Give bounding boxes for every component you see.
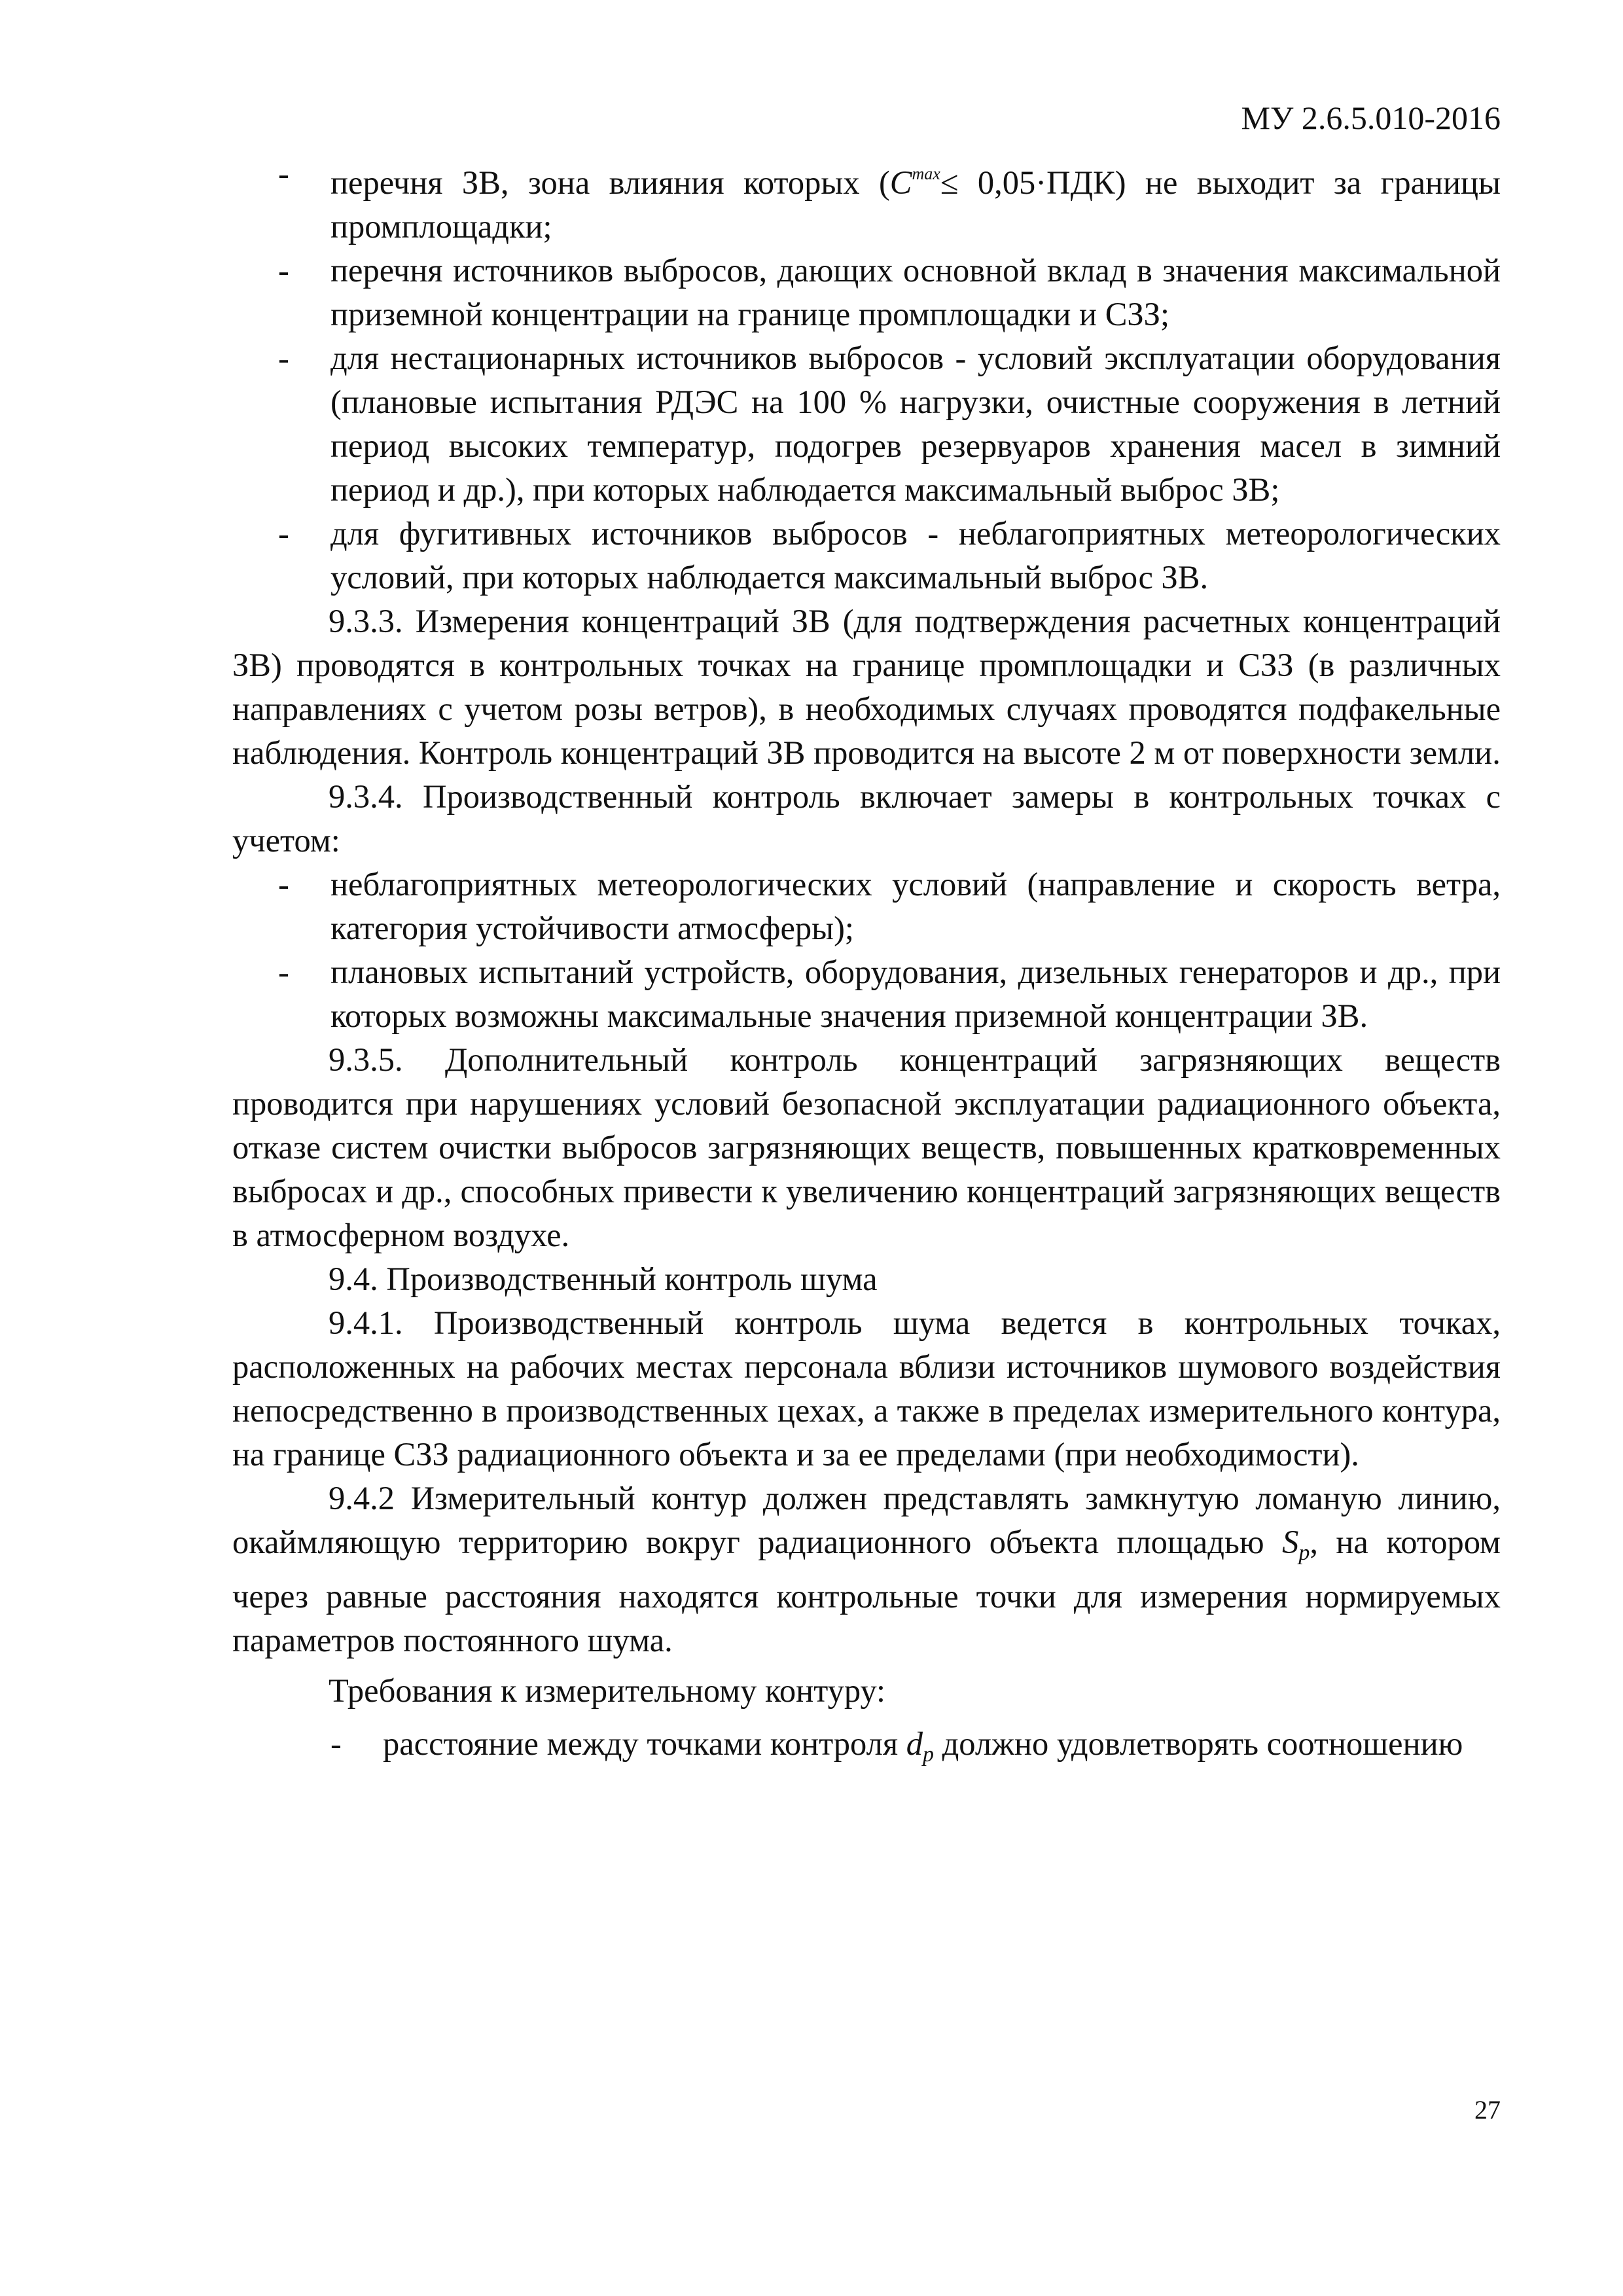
c-superscript: max (912, 164, 940, 183)
section-heading-9-4: 9.4. Производственный контроль шума (329, 1261, 878, 1297)
paragraph-9-4-1: 9.4.1. Производственный контроль шума ведется в контрольных точках, расположенных на рабочих местах персонала вблизи источников шумового воздействия непосредственно в производственных цехах, а также в пределах измерительного контура, на границе СЗЗ радиационного объекта и за ее пределами (при необходимости). (232, 1304, 1501, 1473)
list-dash: - (278, 155, 289, 192)
page-number: 27 (1474, 2095, 1501, 2125)
list-item (232, 863, 1501, 950)
paragraph-9-4-2: 9.4.2 Измерительный контур должен представлять замкнутую ломаную линию, окаймляющую территорию вокруг радиационного объекта площадью $S_p$, на котором через равные расстояния находятся контрольные точки для измерения нормируемых параметров постоянного шума. (232, 1480, 1501, 1659)
list-dash: - (278, 866, 289, 903)
list-item (232, 249, 1501, 336)
list-dash: - (330, 1725, 342, 1762)
paragraph-9-3-5: 9.3.5. Дополнительный контроль концентраций загрязняющих веществ проводится при нарушениях условий безопасной эксплуатации радиационного объекта, отказе систем очистки выбросов загрязняющих веществ, повышенных кратковременных выбросах и др., способных привести к увеличению концентраций загрязняющих веществ в атмосферном воздухе. (232, 1041, 1501, 1253)
list-dash: - (278, 954, 289, 990)
list-item (232, 950, 1501, 1038)
list-dash: - (278, 515, 289, 552)
list-item-text: для нестационарных источников выбросов - условий эксплуатации оборудования (плановые испытания РДЭС на 100 % нагрузки, очистные сооружения в летний период высоких температур, подогрев резервуаров хранения масел в зимний период и др.), при которых наблюдается максимальный выброс ЗВ; (330, 340, 1501, 508)
list-item-text: перечня источников выбросов, дающих основной вклад в значения максимальной приземной концентрации на границе промплощадки и СЗЗ; (330, 252, 1501, 332)
conditions-list (278, 863, 1501, 1038)
c-symbol: C (889, 164, 912, 201)
list-dash: - (278, 252, 289, 289)
requirements-heading: Требования к измерительному контуру: (329, 1672, 886, 1709)
paragraph-9-3-4: 9.3.4. Производственный контроль включает замеры в контрольных точках с учетом: (232, 778, 1501, 859)
list-item-text: для фугитивных источников выбросов - неблагоприятных метеорологических условий, при которых наблюдается максимальный выброс ЗВ. (330, 515, 1501, 596)
document-code: МУ 2.6.5.010-2016 (1241, 99, 1501, 136)
d-symbol: d (906, 1725, 923, 1762)
list-item-text: перечня ЗВ, зона влияния которых $(C^{max}\le 0,05\cdot ПДК)$ не выходит за границы промплощадки; (330, 164, 1501, 245)
requirement-item: - расстояние между точками контроля $d_p$ должно удовлетворять соотношению (232, 1722, 1501, 1776)
list-item (232, 152, 1501, 249)
list-item (232, 512, 1501, 600)
list-item-text: плановых испытаний устройств, оборудования, дизельных генераторов и др., при которых возможны максимальные значения приземной концентрации ЗВ. (330, 954, 1501, 1034)
list-item (232, 336, 1501, 512)
d-subscript: p (922, 1742, 934, 1767)
s-symbol: S (1282, 1524, 1299, 1560)
list-item-text: неблагоприятных метеорологических условий (направление и скорость ветра, категория устойчивости атмосферы); (330, 866, 1501, 946)
criteria-list (278, 152, 1501, 600)
paragraph-9-3-3: 9.3.3. Измерения концентраций ЗВ (для подтверждения расчетных концентраций ЗВ) проводятся в контрольных точках на границе промплощадки и СЗЗ (в различных направлениях с учетом розы ветров), в необходимых случаях проводятся подфакельные наблюдения. Контроль концентраций ЗВ проводится на высоте 2 м от поверхности земли. (232, 603, 1501, 771)
list-dash: - (278, 340, 289, 376)
s-subscript: p (1298, 1541, 1310, 1565)
page-content (232, 152, 1501, 1776)
